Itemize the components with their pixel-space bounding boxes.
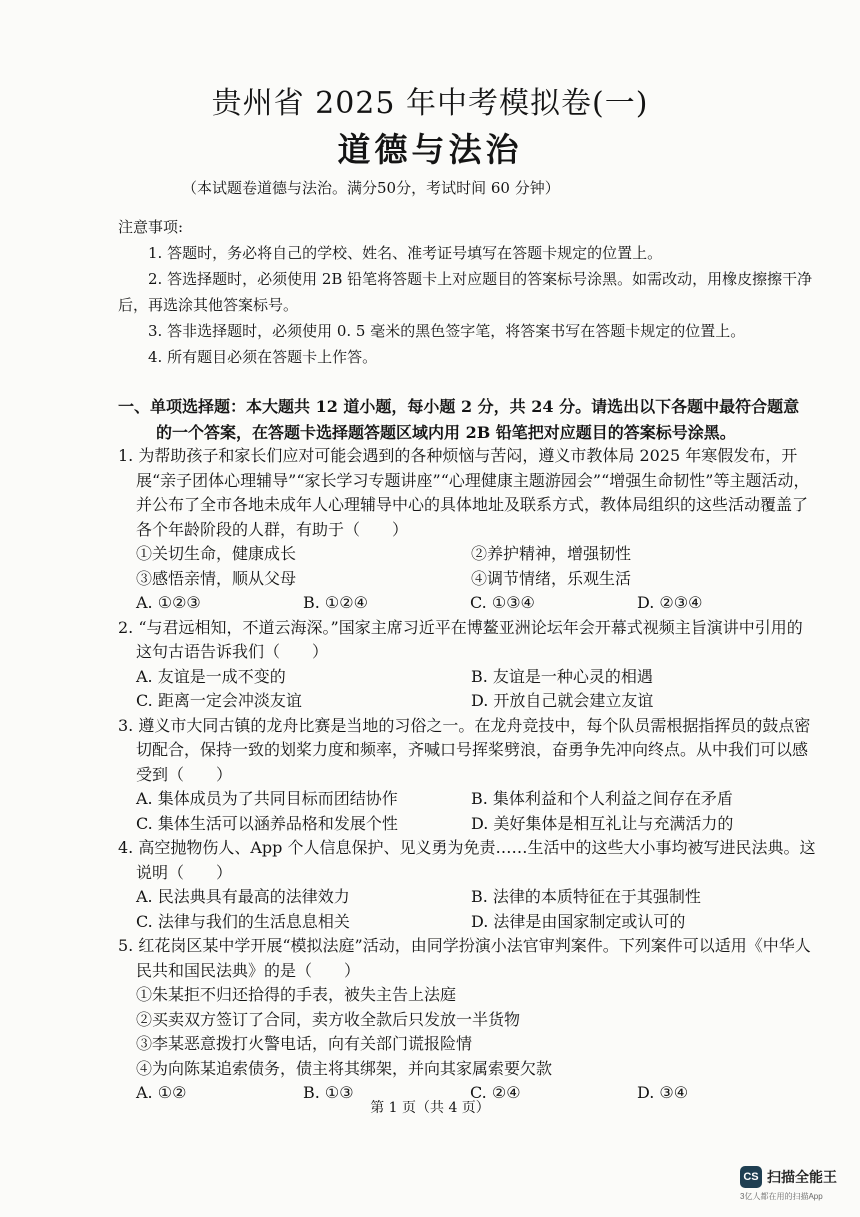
option-c: C. 距离一定会冲淡友谊 xyxy=(136,691,302,710)
question-stem: 5. 红花岗区某中学开展“模拟法庭”活动，由同学扮演小法官审判案件。下列案件可以适用《中华人民共和国民法典》的是（ ） xyxy=(118,936,811,980)
section-line: 一、单项选择题：本大题共 12 道小题，每小题 2 分，共 24 分。请选出以下各题中最符合题意 xyxy=(118,397,800,416)
watermark-tagline: 3亿人都在用的扫描App xyxy=(740,1192,823,1201)
option-b: B. 集体利益和个人利益之间存在矛盾 xyxy=(471,789,733,808)
question-4 xyxy=(118,836,818,934)
option-a: A. ①②③ xyxy=(136,593,201,612)
question-stem: 1. 为帮助孩子和家长们应对可能会遇到的各种烦恼与苦闷，遵义市教体局 2025 年寒假发布，开展“亲子团体心理辅导”“家长学习专题讲座”“心理健康主题游园会”“增强生命韧性”等主题活动，并公布了全市各地未成年人心理辅导中心的具体地址及联系方式，教体局组织的这些活动覆盖了各个年龄阶段的人群，有助于（ ） xyxy=(118,446,810,539)
question-stem: 3. 遵义市大同古镇的龙舟比赛是当地的习俗之一。在龙舟竞技中，每个队员需根据指挥员的鼓点密切配合，保持一致的划桨力度和频率，齐喊口号挥桨劈浪，奋勇争先冲向终点。从中我们可以感受到（ ） xyxy=(118,715,811,784)
statement-row xyxy=(118,567,818,592)
statement-item: ①朱某拒不归还拾得的手表，被失主告上法庭 xyxy=(136,985,457,1004)
option-c: C. ①③④ xyxy=(470,593,535,612)
exam-info: （本试题卷道德与法治。满分50分，考试时间 60 分钟） xyxy=(182,179,560,197)
option-d: D. ③④ xyxy=(637,1083,689,1102)
option-d: D. ②③④ xyxy=(637,593,703,612)
note-item: 1. 答题时，务必将自己的学校、姓名、准考证号填写在答题卡规定的位置上。 xyxy=(148,244,663,262)
option-c: C. ②④ xyxy=(470,1083,521,1102)
question-3 xyxy=(118,714,818,837)
statement-row xyxy=(118,542,818,567)
note-item: 4. 所有题目必须在答题卡上作答。 xyxy=(148,348,378,366)
option-d: D. 开放自己就会建立友谊 xyxy=(471,691,654,710)
scanner-watermark xyxy=(740,1166,850,1202)
notes-heading: 注意事项: xyxy=(118,218,184,236)
option-row xyxy=(118,591,818,616)
question-list xyxy=(118,444,818,1106)
note-item: 2. 答选择题时，必须使用 2B 铅笔将答题卡上对应题目的答案标号涂黑。如需改动，用橡皮擦擦干净后，再选涂其他答案标号。 xyxy=(118,270,813,314)
notes-block xyxy=(118,214,818,370)
question-2 xyxy=(118,616,818,714)
option-a: A. 友谊是一成不变的 xyxy=(136,666,286,686)
option-row xyxy=(118,885,818,910)
option-b: B. 友谊是一种心灵的相遇 xyxy=(471,666,653,686)
section-heading xyxy=(118,394,818,446)
option-b: B. ①②④ xyxy=(303,593,368,612)
statement-item: ④调节情绪，乐观生活 xyxy=(471,568,632,588)
option-row xyxy=(118,665,818,690)
question-1 xyxy=(118,444,818,616)
option-b: B. 法律的本质特征在于其强制性 xyxy=(471,887,701,906)
exam-title: 贵州省 2025 年中考模拟卷(一) xyxy=(211,86,649,121)
statement-item: ②买卖双方签订了合同，卖方收全款后只发放一半货物 xyxy=(136,1009,521,1029)
option-row xyxy=(118,787,818,812)
option-row xyxy=(118,812,818,837)
note-item: 3. 答非选择题时，必须使用 0. 5 毫米的黑色签字笔，将答案书写在答题卡规定的位置上。 xyxy=(148,322,746,340)
camscanner-logo-icon: CS xyxy=(740,1166,762,1188)
question-stem: 2. “与君远相知，不道云海深。”国家主席习近平在博鳌亚洲论坛年会开幕式视频主旨演讲中引用的这句古语告诉我们（ ） xyxy=(118,617,803,661)
option-c: C. 法律与我们的生活息息相关 xyxy=(136,911,350,931)
statement-item: ①关切生命，健康成长 xyxy=(136,544,297,563)
subject-title: 道德与法治 xyxy=(337,130,523,169)
option-row xyxy=(118,910,818,935)
statement-item: ④为向陈某追索债务，债主将其绑架，并向其家属索要欠款 xyxy=(136,1058,553,1078)
option-row xyxy=(118,689,818,714)
statement-item: ②养护精神，增强韧性 xyxy=(471,544,632,563)
option-b: B. ①③ xyxy=(303,1083,354,1102)
section-line: 的一个答案，在答题卡选择题答题区域内用 2B 铅笔把对应题目的答案标号涂黑。 xyxy=(156,423,736,442)
option-c: C. 集体生活可以涵养品格和发展个性 xyxy=(136,813,398,833)
option-d: D. 法律是由国家制定或认可的 xyxy=(471,911,686,931)
option-a: A. ①② xyxy=(136,1083,187,1102)
statement-item: ③感悟亲情，顺从父母 xyxy=(136,568,297,588)
watermark-name: 扫描全能王 xyxy=(767,1169,837,1185)
question-stem: 4. 高空抛物伤人、App 个人信息保护、见义勇为免责……生活中的这些大小事均被写进民法典。这说明（ ） xyxy=(118,838,816,882)
option-a: A. 民法典具有最高的法律效力 xyxy=(136,887,350,906)
statement-item: ③李某恶意拨打火警电话，向有关部门谎报险情 xyxy=(136,1034,473,1053)
question-5 xyxy=(118,934,818,1106)
option-d: D. 美好集体是相互礼让与充满活力的 xyxy=(471,813,734,833)
page-number: 第 1 页（共 4 页） xyxy=(370,1100,490,1116)
option-a: A. 集体成员为了共同目标而团结协作 xyxy=(136,789,398,808)
watermark-row xyxy=(740,1166,850,1188)
